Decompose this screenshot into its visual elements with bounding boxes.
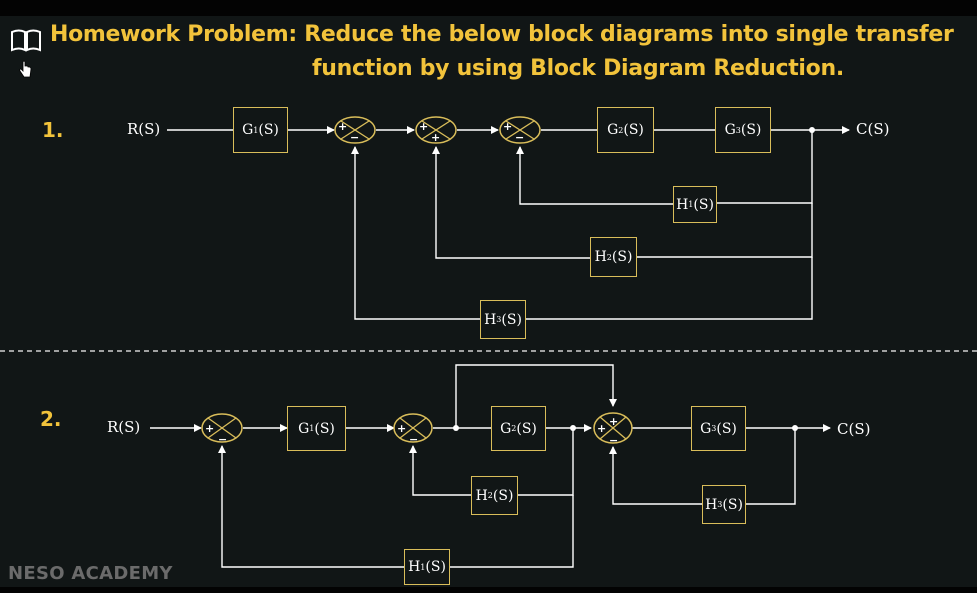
title-line-2: function by using Block Diagram Reduction.: [312, 56, 844, 81]
d1-sum1-sign-plus: +: [338, 120, 348, 133]
d1-block-h3: H 3 (S): [480, 300, 526, 339]
d1-sum3-sign-plus: +: [503, 120, 513, 133]
d2-block-h1: H 1 (S): [404, 549, 450, 585]
d2-sum3-sign-plus-left: +: [597, 422, 607, 435]
d1-block-g2: G 2 (S): [597, 107, 654, 153]
d2-sum3-sign-minus: −: [609, 434, 619, 447]
d2-block-g1: G 1 (S): [287, 406, 346, 451]
d2-input-label: R(S): [107, 418, 141, 436]
diagram-2-number: 2.: [40, 407, 62, 431]
diagram-1-number: 1.: [42, 118, 64, 142]
d2-sum1-sign-plus: +: [205, 422, 215, 435]
d2-sum2-sign-plus: +: [397, 422, 407, 435]
d2-sum2-sign-minus: −: [409, 433, 419, 446]
d1-output-label: C(S): [856, 120, 890, 138]
d1-sum2-sign-plus: +: [419, 120, 429, 133]
d1-block-h2: H 2 (S): [590, 237, 637, 277]
d2-output-label: C(S): [837, 420, 871, 438]
watermark: NESO ACADEMY: [8, 563, 173, 584]
d1-input-label: R(S): [127, 120, 161, 138]
d2-block-h3: H 3 (S): [702, 485, 746, 524]
d1-sum3-sign-minus: −: [515, 131, 525, 144]
d1-sum1-sign-minus: −: [350, 131, 360, 144]
d1-block-g1: G 1 (S): [233, 107, 288, 153]
d2-sum3-sign-plus-top: +: [609, 415, 619, 428]
d1-block-h1: H 1 (S): [673, 186, 717, 223]
d1-sum2-sign-plus-bottom: +: [431, 131, 441, 144]
title-line-1: Homework Problem: Reduce the below block diagrams into single transfer: [50, 22, 954, 47]
d2-block-g3: G 3 (S): [691, 406, 746, 451]
d2-block-h2: H 2 (S): [471, 476, 518, 515]
d2-sum1-sign-minus: −: [218, 433, 228, 446]
d1-block-g3: G 3 (S): [715, 107, 771, 153]
d2-block-g2: G 2 (S): [491, 406, 546, 451]
